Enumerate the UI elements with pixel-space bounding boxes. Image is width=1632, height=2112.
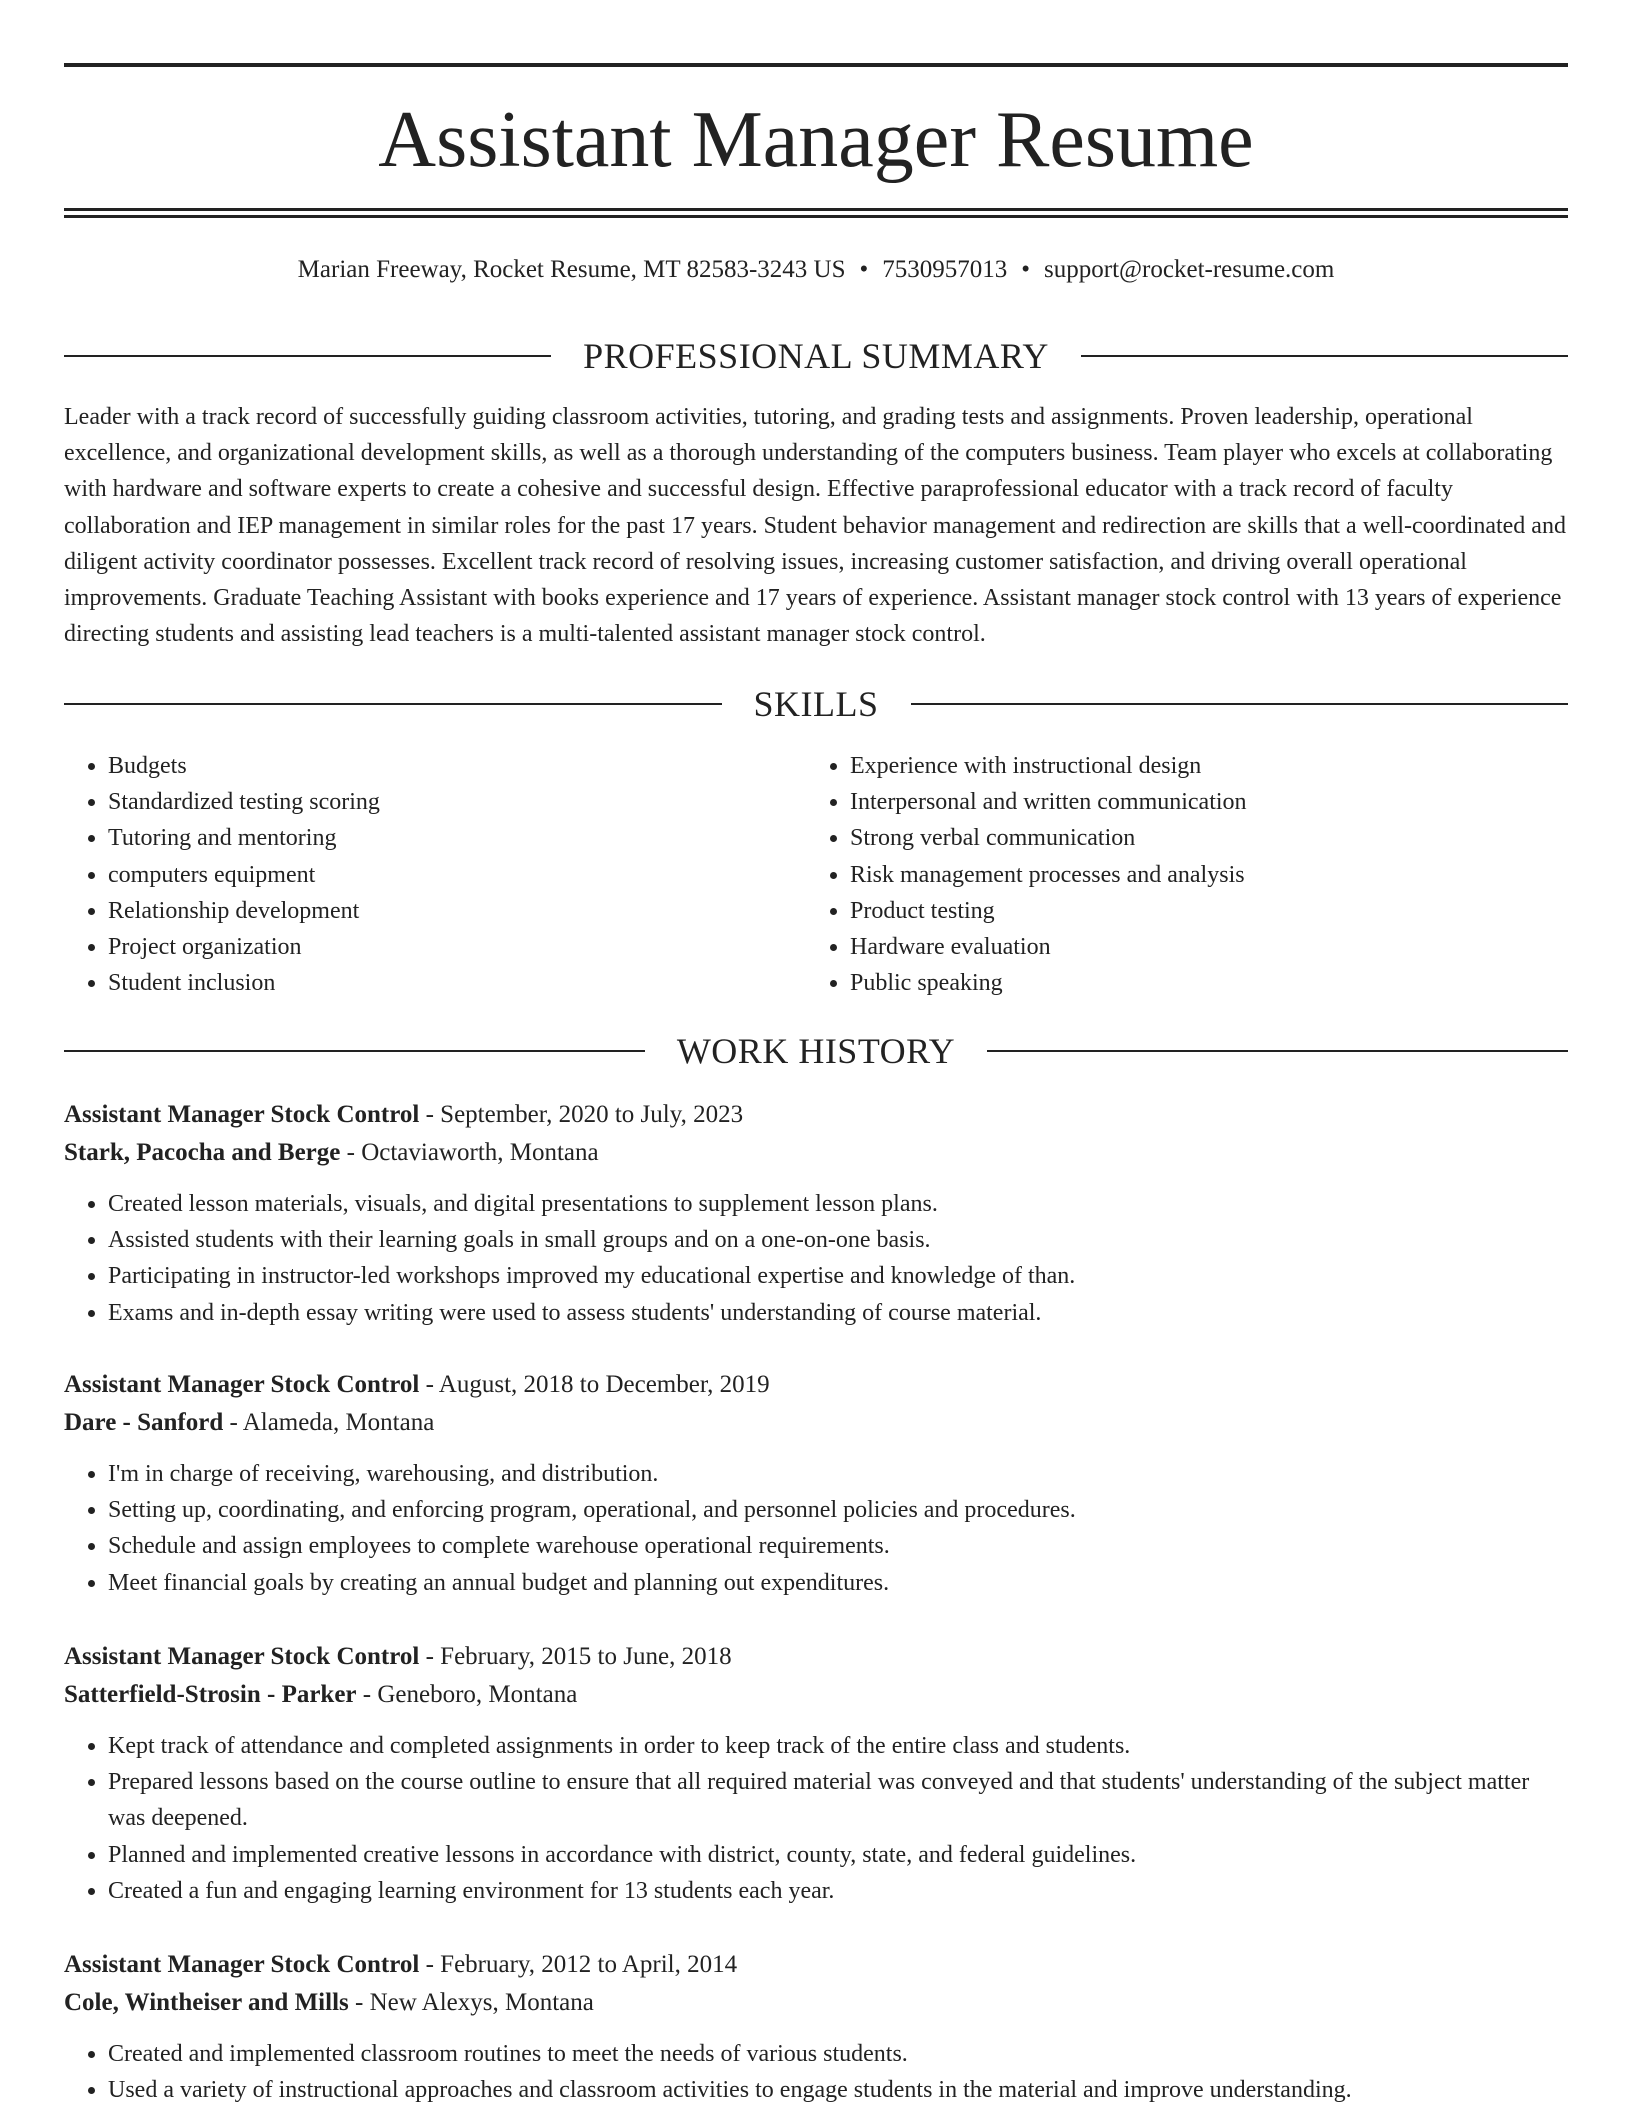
skill-item: • Project organization: [108, 929, 806, 965]
job-duty: • Exams and in-depth essay writing were used to assess students' understanding of course material.: [108, 1295, 1568, 1331]
section-heading-summary: [64, 336, 1568, 376]
contact-line: [64, 252, 1568, 288]
job-location: - Octaviaworth, Montana: [340, 1139, 599, 1166]
contact-address: Marian Freeway, Rocket Resume, MT 82583-3243 US: [297, 256, 846, 283]
job-company: Cole, Wintheiser and Mills: [64, 1989, 349, 2016]
job-duty: • Prepared lessons based on the course outline to ensure that all required material was conveyed and that students' understanding of the subject matter was deepened.: [108, 1764, 1568, 1836]
job-duty: • Meet financial goals by creating an annual budget and planning out expenditures.: [108, 1565, 1568, 1601]
job-duties: [64, 2036, 1568, 2108]
job-title-row: [64, 1946, 1568, 1984]
job-company: Dare - Sanford: [64, 1409, 224, 1436]
job-duty: • Assisted students with their learning goals in small groups and on a one-on-one basis.: [108, 1222, 1568, 1258]
job-location: - Alameda, Montana: [223, 1409, 435, 1436]
job-duty: • Created a fun and engaging learning environment for 13 students each year.: [108, 1873, 1568, 1909]
heading-rule: [1081, 355, 1568, 357]
job-duty: • Kept track of attendance and completed assignments in order to keep track of the entire class and students.: [108, 1728, 1568, 1764]
section-heading-skills: [64, 684, 1568, 724]
summary-text: Leader with a track record of successfully guiding classroom activities, tutoring, and grading tests and assignments. Proven leadership, operational excellence, and organizational development skills, as well as a thorough understanding of the computers business. Team player who excels at collaborating with hardware and software experts to create a cohesive and successful design. Effective paraprofessional educator with a track record of faculty collaboration and IEP management in similar roles for the past 17 years. Student behavior management and redirection are skills that a well-coordinated and diligent activity coordinator possesses. Excellent track record of resolving issues, increasing customer satisfaction, and driving overall operational improvements. Graduate Teaching Assistant with books experience and 17 years of experience. Assistant manager stock control with 13 years of experience directing students and assisting lead teachers is a multi-talented assistant manager stock control.: [64, 404, 1566, 648]
top-rule: [64, 63, 1568, 67]
section-heading-work-history: [64, 1031, 1568, 1071]
title-rule-lower: [64, 215, 1568, 218]
skill-item: • Interpersonal and written communication: [850, 784, 1548, 820]
contact-phone: 7530957013: [882, 256, 1008, 283]
job-title: Assistant Manager Stock Control: [64, 1101, 420, 1128]
job-title-row: [64, 1096, 1568, 1134]
skill-item: • Public speaking: [850, 965, 1548, 1001]
section-title: WORK HISTORY: [676, 1031, 956, 1071]
job-company-row: [64, 1984, 1568, 2022]
job-title: Assistant Manager Stock Control: [64, 1371, 420, 1398]
job-duties: [64, 1728, 1568, 1909]
heading-rule: [987, 1050, 1568, 1052]
job-duty: • Planned and implemented creative lessons in accordance with district, county, state, and federal guidelines.: [108, 1837, 1568, 1873]
job-title: Assistant Manager Stock Control: [64, 1643, 420, 1670]
skills-list: [64, 748, 1568, 1001]
job-location: - Geneboro, Montana: [356, 1681, 578, 1708]
section-title: SKILLS: [753, 684, 879, 724]
skill-item: • Strong verbal communication: [850, 820, 1548, 856]
section-title: PROFESSIONAL SUMMARY: [583, 336, 1049, 376]
job-dates: - February, 2012 to April, 2014: [419, 1951, 738, 1978]
job-duty: • Schedule and assign employees to complete warehouse operational requirements.: [108, 1528, 1568, 1564]
job-entry: [64, 1946, 1568, 2108]
job-duties: [64, 1186, 1568, 1331]
heading-rule: [64, 703, 722, 705]
skill-item: • Hardware evaluation: [850, 929, 1548, 965]
job-entry: [64, 1366, 1568, 1601]
skill-item: • Tutoring and mentoring: [108, 820, 806, 856]
job-title-row: [64, 1366, 1568, 1404]
job-duty: • Participating in instructor-led workshops improved my educational expertise and knowledge of than.: [108, 1258, 1568, 1294]
job-duties: [64, 1456, 1568, 1601]
skill-item: • Relationship development: [108, 893, 806, 929]
job-duty: • Used a variety of instructional approaches and classroom activities to engage students in the material and improve understanding.: [108, 2072, 1568, 2108]
job-dates: - August, 2018 to December, 2019: [419, 1371, 770, 1398]
job-duty: • Created lesson materials, visuals, and digital presentations to supplement lesson plans.: [108, 1186, 1568, 1222]
job-company-row: [64, 1676, 1568, 1714]
job-company-row: [64, 1134, 1568, 1172]
skill-item: • Standardized testing scoring: [108, 784, 806, 820]
job-duty: • Created and implemented classroom routines to meet the needs of various students.: [108, 2036, 1568, 2072]
job-company: Stark, Pacocha and Berge: [64, 1139, 341, 1166]
skill-item: • Budgets: [108, 748, 806, 784]
job-location: - New Alexys, Montana: [348, 1989, 594, 2016]
skills-column-right: [806, 748, 1548, 1001]
page-title: Assistant Manager Resume: [378, 96, 1254, 184]
skill-item: • Product testing: [850, 893, 1548, 929]
heading-rule: [64, 1050, 645, 1052]
contact-separator: •: [859, 256, 869, 283]
job-company: Satterfield-Strosin - Parker: [64, 1681, 357, 1708]
skill-item: • computers equipment: [108, 857, 806, 893]
title-rule-upper: [64, 208, 1568, 211]
skills-column-left: [64, 748, 806, 1001]
skill-item: • Risk management processes and analysis: [850, 857, 1548, 893]
heading-rule: [911, 703, 1569, 705]
job-dates: - February, 2015 to June, 2018: [419, 1643, 732, 1670]
heading-rule: [64, 355, 551, 357]
skill-item: • Student inclusion: [108, 965, 806, 1001]
job-company-row: [64, 1404, 1568, 1442]
skill-item: • Experience with instructional design: [850, 748, 1548, 784]
job-dates: - September, 2020 to July, 2023: [419, 1101, 744, 1128]
job-entry: [64, 1638, 1568, 1909]
contact-separator: •: [1021, 256, 1031, 283]
job-duty: • I'm in charge of receiving, warehousing, and distribution.: [108, 1456, 1568, 1492]
job-entry: [64, 1096, 1568, 1331]
job-duty: • Setting up, coordinating, and enforcing program, operational, and personnel policies and procedures.: [108, 1492, 1568, 1528]
job-title: Assistant Manager Stock Control: [64, 1951, 420, 1978]
contact-email: support@rocket-resume.com: [1044, 256, 1335, 283]
job-title-row: [64, 1638, 1568, 1676]
